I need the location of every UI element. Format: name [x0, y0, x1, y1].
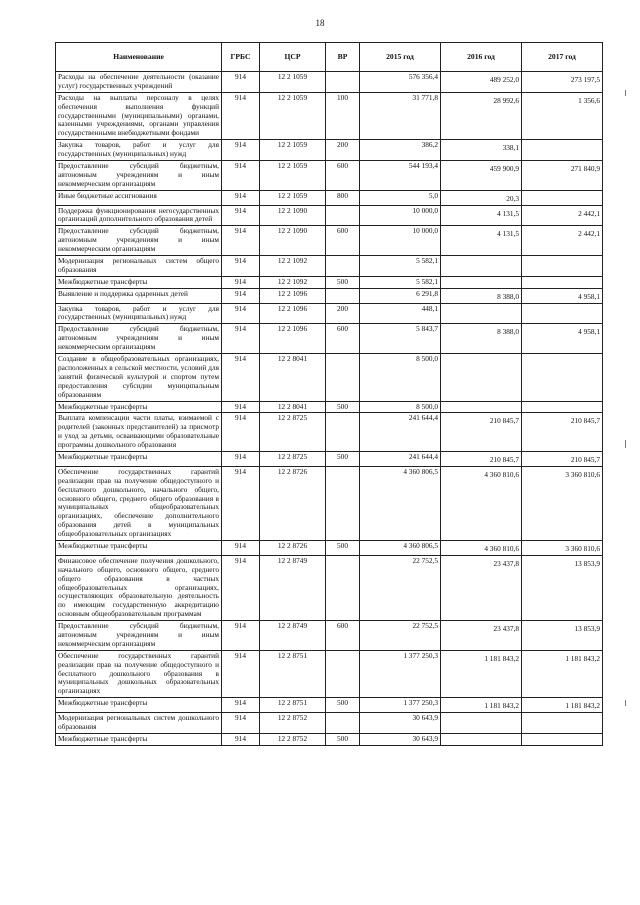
row-value-2015: 5 582,1 — [360, 276, 441, 288]
row-value-2016: 338,1 — [441, 140, 522, 161]
row-csr: 12 2 1096 — [260, 288, 326, 303]
row-name: Предоставление субсидий бюджетным, автономным учреждениям и иным некоммерческим организациям — [56, 324, 222, 354]
table-row — [56, 401, 603, 413]
row-vr: 200 — [326, 303, 360, 324]
row-value-2015: 22 752,5 — [360, 555, 441, 620]
row-vr — [326, 72, 360, 93]
row-vr: 500 — [326, 276, 360, 288]
row-value-2016: 4 360 810,6 — [441, 540, 522, 555]
row-csr: 12 2 1090 — [260, 226, 326, 256]
table-row — [56, 540, 603, 555]
scan-mark — [625, 90, 626, 96]
row-csr: 12 2 8041 — [260, 401, 326, 413]
row-value-2016: 28 992,6 — [441, 92, 522, 139]
row-csr: 12 2 8725 — [260, 413, 326, 452]
row-value-2015: 576 356,4 — [360, 72, 441, 93]
row-grbs: 914 — [222, 288, 260, 303]
row-value-2015: 10 000,0 — [360, 226, 441, 256]
row-name: Иные бюджетные ассигнования — [56, 190, 222, 205]
row-name: Предоставление субсидий бюджетным, автономным учреждениям и иным некоммерческим организациям — [56, 161, 222, 191]
row-value-2015: 6 291,8 — [360, 288, 441, 303]
row-csr: 12 2 8752 — [260, 733, 326, 745]
row-name: Межбюджетные трансферты — [56, 698, 222, 713]
row-value-2016 — [441, 303, 522, 324]
row-csr: 12 2 1059 — [260, 92, 326, 139]
row-value-2017: 210 845,7 — [522, 413, 603, 452]
row-value-2017: 1 181 843,2 — [522, 650, 603, 697]
row-value-2016: 4 131,5 — [441, 205, 522, 226]
row-grbs: 914 — [222, 324, 260, 354]
page-number: 18 — [315, 18, 325, 28]
row-csr: 12 2 8726 — [260, 540, 326, 555]
row-vr: 100 — [326, 92, 360, 139]
row-value-2015: 241 644,4 — [360, 451, 441, 466]
row-name: Создание в общеобразовательных организациях, расположенных в сельской местности, условий для занятий физической культурой и спортом путем предоставления субсидии муниципальным образованиям — [56, 354, 222, 401]
table-row — [56, 303, 603, 324]
row-vr: 600 — [326, 226, 360, 256]
row-vr — [326, 413, 360, 452]
row-csr: 12 2 1059 — [260, 161, 326, 191]
row-grbs: 914 — [222, 413, 260, 452]
row-vr: 600 — [326, 621, 360, 651]
row-value-2016 — [441, 256, 522, 277]
row-name: Обеспечение государственных гарантий реализации прав на получение общедоступного и бесплатного дошкольного, начального общего, основного общего, среднего общего образования в муниципальных общеобразовательных организациях, обеспечение дополнительного образования детей в муниципальных общеобразовательных организациях — [56, 466, 222, 540]
row-csr: 12 2 1092 — [260, 256, 326, 277]
row-vr — [326, 555, 360, 620]
row-grbs: 914 — [222, 354, 260, 401]
row-value-2017: 2 442,1 — [522, 205, 603, 226]
row-csr: 12 2 8751 — [260, 698, 326, 713]
row-value-2015: 5,0 — [360, 190, 441, 205]
table-row — [56, 140, 603, 161]
row-value-2015: 10 000,0 — [360, 205, 441, 226]
table-row — [56, 226, 603, 256]
row-name: Обеспечение государственных гарантий реализации прав на получение общедоступного и бесплатного дошкольного образования в муниципальных дошкольных образовательных организациях — [56, 650, 222, 697]
row-value-2016: 23 437,8 — [441, 621, 522, 651]
row-csr: 12 2 8726 — [260, 466, 326, 540]
row-value-2017 — [522, 276, 603, 288]
header-name: Наименование — [56, 43, 222, 72]
row-grbs: 914 — [222, 555, 260, 620]
row-value-2015: 4 360 806,5 — [360, 540, 441, 555]
table-row — [56, 621, 603, 651]
row-csr: 12 2 1092 — [260, 276, 326, 288]
row-grbs: 914 — [222, 698, 260, 713]
row-value-2016: 23 437,8 — [441, 555, 522, 620]
row-name: Закупка товаров, работ и услуг для государственных (муниципальных) нужд — [56, 303, 222, 324]
row-value-2016: 210 845,7 — [441, 451, 522, 466]
table-row — [56, 650, 603, 697]
row-value-2016: 1 181 843,2 — [441, 650, 522, 697]
row-grbs: 914 — [222, 621, 260, 651]
row-value-2017 — [522, 401, 603, 413]
table-row — [56, 72, 603, 93]
row-value-2017: 3 360 810,6 — [522, 466, 603, 540]
row-csr: 12 2 8751 — [260, 650, 326, 697]
row-name: Межбюджетные трансферты — [56, 451, 222, 466]
row-name: Расходы на выплаты персоналу в целях обеспечения выполнения функций государственными (муниципальными) органами, казенными учреждениями, органами управления государственными внебюджетными фондами — [56, 92, 222, 139]
row-csr: 12 2 1090 — [260, 205, 326, 226]
row-grbs: 914 — [222, 466, 260, 540]
row-vr — [326, 205, 360, 226]
row-value-2015: 1 377 250,3 — [360, 698, 441, 713]
row-csr: 12 2 8752 — [260, 713, 326, 734]
row-name: Межбюджетные трансферты — [56, 733, 222, 745]
row-grbs: 914 — [222, 650, 260, 697]
row-name: Предоставление субсидий бюджетным, автономным учреждениям и иным некоммерческим организациям — [56, 226, 222, 256]
row-csr: 12 2 1096 — [260, 324, 326, 354]
row-vr — [326, 288, 360, 303]
row-value-2015: 241 644,4 — [360, 413, 441, 452]
row-value-2017: 1 181 843,2 — [522, 698, 603, 713]
row-value-2016: 489 252,0 — [441, 72, 522, 93]
row-name: Закупка товаров, работ и услуг для государственных (муниципальных) нужд — [56, 140, 222, 161]
row-value-2015: 4 360 806,5 — [360, 466, 441, 540]
row-grbs: 914 — [222, 205, 260, 226]
row-value-2016 — [441, 354, 522, 401]
row-name: Межбюджетные трансферты — [56, 276, 222, 288]
row-grbs: 914 — [222, 451, 260, 466]
row-vr: 600 — [326, 161, 360, 191]
row-name: Межбюджетные трансферты — [56, 401, 222, 413]
header-2015: 2015 год — [360, 43, 441, 72]
table-row — [56, 161, 603, 191]
table-row — [56, 555, 603, 620]
row-value-2016: 4 360 810,6 — [441, 466, 522, 540]
table-row — [56, 92, 603, 139]
table-row — [56, 713, 603, 734]
row-value-2017: 4 958,1 — [522, 324, 603, 354]
scan-mark — [625, 440, 626, 448]
row-value-2016 — [441, 401, 522, 413]
row-grbs: 914 — [222, 72, 260, 93]
row-vr — [326, 354, 360, 401]
row-grbs: 914 — [222, 226, 260, 256]
header-grbs: ГРБС — [222, 43, 260, 72]
row-value-2017: 3 360 810,6 — [522, 540, 603, 555]
row-value-2017 — [522, 354, 603, 401]
row-value-2015: 30 643,9 — [360, 713, 441, 734]
row-value-2017 — [522, 190, 603, 205]
row-value-2015: 386,2 — [360, 140, 441, 161]
row-value-2016 — [441, 713, 522, 734]
row-vr: 500 — [326, 733, 360, 745]
row-value-2017: 1 356,6 — [522, 92, 603, 139]
row-vr — [326, 713, 360, 734]
row-vr — [326, 466, 360, 540]
row-value-2015: 31 771,8 — [360, 92, 441, 139]
table-row — [56, 190, 603, 205]
table-row — [56, 256, 603, 277]
row-grbs: 914 — [222, 256, 260, 277]
row-grbs: 914 — [222, 276, 260, 288]
row-vr — [326, 256, 360, 277]
row-value-2015: 5 582,1 — [360, 256, 441, 277]
row-value-2016: 459 900,9 — [441, 161, 522, 191]
row-value-2015: 5 843,7 — [360, 324, 441, 354]
row-grbs: 914 — [222, 401, 260, 413]
row-vr: 200 — [326, 140, 360, 161]
row-value-2017 — [522, 256, 603, 277]
table-row — [56, 205, 603, 226]
row-grbs: 914 — [222, 161, 260, 191]
row-vr: 500 — [326, 401, 360, 413]
row-vr: 800 — [326, 190, 360, 205]
row-value-2016: 8 388,0 — [441, 324, 522, 354]
row-value-2016 — [441, 733, 522, 745]
row-name: Поддержка функционирования негосударственных организаций дополнительного образования детей — [56, 205, 222, 226]
row-value-2017: 4 958,1 — [522, 288, 603, 303]
row-name: Расходы на обеспечение деятельности (оказание услуг) государственных учреждений — [56, 72, 222, 93]
row-name: Финансовое обеспечение получения дошкольного, начального общего, основного общего, среднего общего образования в частных общеобразовательных организациях, осуществляющих образовательную деятельность по имеющим государственную аккредитацию основным общеобразовательным программам — [56, 555, 222, 620]
budget-table — [55, 42, 603, 746]
row-vr: 500 — [326, 540, 360, 555]
table-row — [56, 451, 603, 466]
row-value-2015: 544 193,4 — [360, 161, 441, 191]
row-name: Модернизация региональных систем дошкольного образования — [56, 713, 222, 734]
row-grbs: 914 — [222, 713, 260, 734]
table-row — [56, 466, 603, 540]
row-value-2016 — [441, 276, 522, 288]
row-value-2017: 271 840,9 — [522, 161, 603, 191]
header-vr: ВР — [326, 43, 360, 72]
row-name: Выявление и поддержка одаренных детей — [56, 288, 222, 303]
row-name: Предоставление субсидий бюджетным, автономным учреждениям и иным некоммерческим организациям — [56, 621, 222, 651]
row-vr: 500 — [326, 698, 360, 713]
row-grbs: 914 — [222, 733, 260, 745]
row-value-2015: 30 643,9 — [360, 733, 441, 745]
header-csr: ЦСР — [260, 43, 326, 72]
row-value-2017 — [522, 303, 603, 324]
row-csr: 12 2 8749 — [260, 621, 326, 651]
table-header-row — [56, 43, 603, 72]
row-value-2017 — [522, 140, 603, 161]
table-row — [56, 733, 603, 745]
row-value-2017 — [522, 713, 603, 734]
table-row — [56, 276, 603, 288]
row-value-2016: 4 131,5 — [441, 226, 522, 256]
scan-mark — [625, 700, 626, 706]
row-grbs: 914 — [222, 190, 260, 205]
row-value-2017: 2 442,1 — [522, 226, 603, 256]
table-row — [56, 354, 603, 401]
row-value-2016: 8 388,0 — [441, 288, 522, 303]
row-csr: 12 2 8725 — [260, 451, 326, 466]
row-name: Выплата компенсации части платы, взимаемой с родителей (законных представителей) за присмотр и уход за детьми, осваивающими образовательные программы дошкольного образования — [56, 413, 222, 452]
row-value-2017 — [522, 733, 603, 745]
row-vr — [326, 650, 360, 697]
row-csr: 12 2 1059 — [260, 140, 326, 161]
row-grbs: 914 — [222, 92, 260, 139]
table-row — [56, 698, 603, 713]
row-value-2017: 210 845,7 — [522, 451, 603, 466]
row-value-2015: 448,1 — [360, 303, 441, 324]
row-value-2015: 22 752,5 — [360, 621, 441, 651]
row-value-2016: 1 181 843,2 — [441, 698, 522, 713]
header-2017: 2017 год — [522, 43, 603, 72]
header-2016: 2016 год — [441, 43, 522, 72]
row-value-2016: 20,3 — [441, 190, 522, 205]
row-value-2015: 8 500,0 — [360, 401, 441, 413]
table-row — [56, 288, 603, 303]
row-value-2015: 1 377 250,3 — [360, 650, 441, 697]
row-vr: 600 — [326, 324, 360, 354]
row-csr: 12 2 1059 — [260, 72, 326, 93]
row-csr: 12 2 8041 — [260, 354, 326, 401]
row-grbs: 914 — [222, 140, 260, 161]
row-vr: 500 — [326, 451, 360, 466]
table-row — [56, 413, 603, 452]
row-csr: 12 2 1096 — [260, 303, 326, 324]
row-value-2017: 13 853,9 — [522, 621, 603, 651]
row-csr: 12 2 1059 — [260, 190, 326, 205]
row-value-2017: 273 197,5 — [522, 72, 603, 93]
row-grbs: 914 — [222, 303, 260, 324]
row-value-2017: 13 853,9 — [522, 555, 603, 620]
row-value-2016: 210 845,7 — [441, 413, 522, 452]
row-name: Модернизация региональных систем общего образования — [56, 256, 222, 277]
table-row — [56, 324, 603, 354]
row-grbs: 914 — [222, 540, 260, 555]
row-value-2015: 8 500,0 — [360, 354, 441, 401]
row-name: Межбюджетные трансферты — [56, 540, 222, 555]
row-csr: 12 2 8749 — [260, 555, 326, 620]
